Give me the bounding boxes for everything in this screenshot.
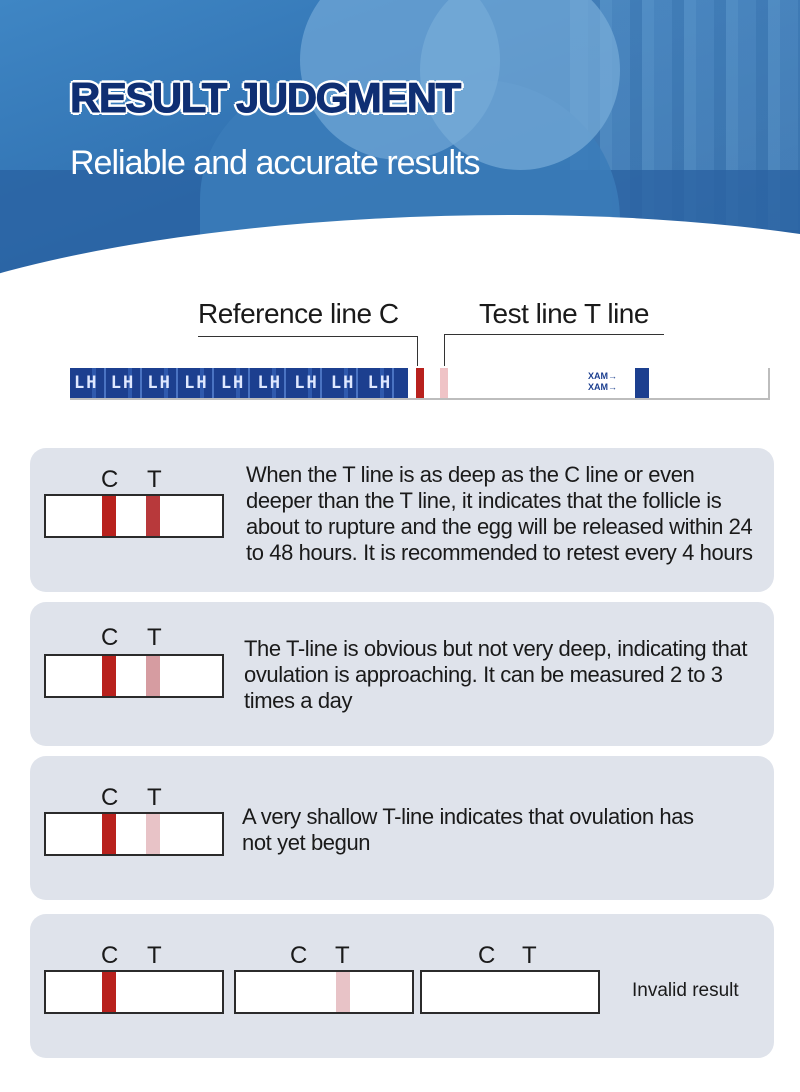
t-letter: T [147, 784, 162, 811]
test-band [146, 814, 160, 854]
t-letter: T [147, 624, 162, 651]
t-letter: T [147, 466, 162, 493]
strip-test-line [440, 368, 448, 398]
control-band [102, 972, 116, 1012]
c-letter: C [101, 624, 119, 651]
result-card-peak [30, 448, 774, 592]
result-strip [44, 494, 224, 538]
t-letter: T [522, 942, 537, 969]
result-card-not-begun [30, 756, 774, 900]
invalid-strip-3 [420, 970, 600, 1014]
result-card-invalid [30, 914, 774, 1058]
reference-line-label: Reference line C [198, 298, 399, 329]
result-description: When the T line is as deep as the C line or even deeper than the T line, it indicates that the follicle is about to rupture and the egg will be released within 24 to 48 hours. It is recommended to retest every 4 hours [246, 462, 753, 565]
result-description: The T-line is obvious but not very deep, indicating that ovulation is approaching. It can be measured 2 to 3 times a day [244, 636, 748, 713]
test-band [336, 972, 350, 1012]
page-title: RESULT JUDGMENT [70, 74, 460, 121]
max-marker [588, 371, 617, 393]
control-band [102, 656, 116, 696]
test-pointer-line [444, 334, 664, 335]
test-strip [70, 368, 770, 400]
test-pointer-tick [444, 334, 445, 366]
t-letter: T [335, 942, 350, 969]
c-letter: C [290, 942, 308, 969]
c-letter: C [101, 942, 119, 969]
invalid-strip-1 [44, 970, 224, 1014]
reference-pointer-tick [417, 336, 418, 366]
result-description: A very shallow T-line indicates that ovulation has not yet begun [242, 804, 694, 855]
c-letter: C [101, 466, 119, 493]
c-letter: C [478, 942, 496, 969]
strip-handle [70, 368, 408, 398]
test-band [146, 656, 160, 696]
page-subtitle: Reliable and accurate results [70, 144, 480, 182]
invalid-strip-2 [234, 970, 414, 1014]
control-band [102, 814, 116, 854]
test-band [146, 496, 160, 536]
result-card-approaching [30, 602, 774, 746]
t-letter: T [147, 942, 162, 969]
strip-handle-text: LH LH LH LH LH LH LH LH LH [74, 373, 393, 393]
strip-control-line [416, 368, 424, 398]
invalid-result-label: Invalid result [632, 980, 739, 1001]
test-line-label: Test line T line [479, 298, 649, 329]
strip-absorbent-end [635, 368, 649, 398]
max-marker-text-1: XAM→ [588, 371, 617, 381]
c-letter: C [101, 784, 119, 811]
result-strip [44, 654, 224, 698]
reference-pointer-line [198, 336, 418, 337]
max-marker-text-2: XAM→ [588, 382, 617, 392]
result-strip [44, 812, 224, 856]
control-band [102, 496, 116, 536]
